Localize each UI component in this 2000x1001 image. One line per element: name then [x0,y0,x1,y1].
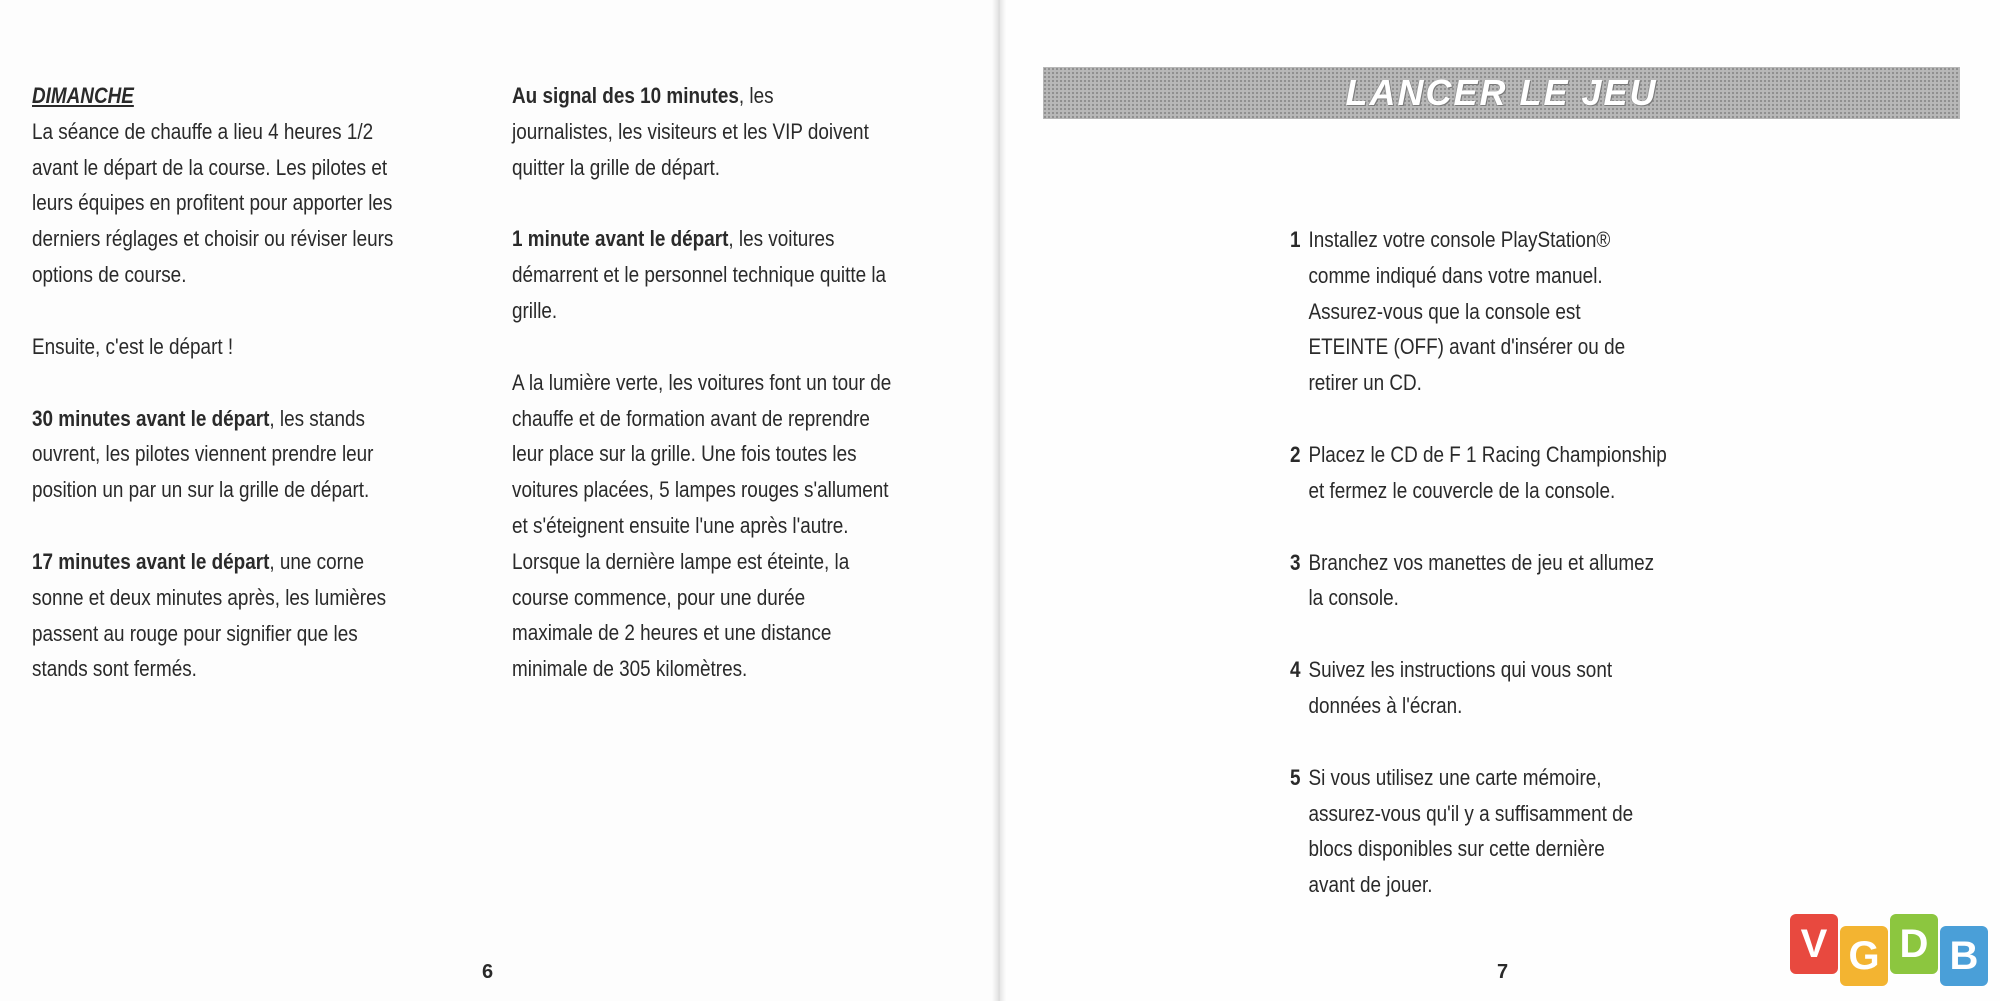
logo-tile-d: D [1890,914,1938,974]
step-number: 1 [1290,227,1301,252]
page-title: LANCER LE JEU [1345,72,1658,113]
paragraph-green-light [512,365,891,687]
step-item [1290,652,1667,724]
text-line: Installez votre console PlayStation® [1308,227,1611,252]
text-line: minimale de 305 kilomètres. [512,656,748,682]
paragraph-1-minute [512,221,891,328]
text-line: position un par un sur la grille de départ. [32,477,370,503]
text-line: Lorsque la dernière lampe est éteinte, la [512,548,850,574]
text-line: ouvrent, les pilotes viennent prendre leur [32,441,374,467]
paragraph-17-minutes [32,544,393,687]
text-line: démarrent et le personnel technique quitte la [512,262,887,288]
text-line: journalistes, les visiteurs et les VIP doivent [512,118,869,144]
text-run: , une corne [269,548,364,574]
title-banner [1043,67,1960,119]
paragraph-10-minutes [512,78,891,185]
text-line: A la lumière verte, les voitures font un tour de [512,369,892,395]
step-item [1290,545,1667,617]
step-number: 3 [1290,549,1301,575]
page-number-left: 6 [482,961,494,983]
text-line: Assurez-vous que la console est [1308,298,1581,324]
text-line: et s'éteignent ensuite l'une après l'autre. [512,512,849,538]
left-column-2 [512,78,982,723]
text-line: retirer un CD. [1308,370,1422,396]
logo-tile-v: V [1790,914,1838,974]
bold-lead: 30 minutes avant le départ [32,405,270,431]
text-line: sonne et deux minutes après, les lumières [32,584,387,610]
section-heading: DIMANCHE [32,83,134,108]
text-line: options de course. [32,261,187,287]
text-line: Suivez les instructions qui vous sont [1308,657,1613,683]
text-run: , les stands [269,405,365,431]
text-line: comme indiqué dans votre manuel. [1308,262,1603,288]
text-line: Si vous utilisez une carte mémoire, [1308,764,1602,790]
text-line: données à l'écran. [1308,692,1463,718]
step-item [1290,437,1667,509]
step-item [1290,222,1667,401]
text-line: La séance de chauffe a lieu 4 heures 1/2 [32,118,374,144]
paragraph-30-minutes [32,401,393,508]
step-number: 5 [1290,764,1301,790]
page-number-right: 7 [1497,961,1509,983]
bold-lead: Au signal des 10 minutes [512,83,739,108]
left-column-1 [32,78,492,723]
paragraph-start [32,329,393,365]
text-line: Branchez vos manettes de jeu et allumez [1308,549,1655,575]
text-line: leur place sur la grille. Une fois toutes les [512,441,857,467]
text-line: assurez-vous qu'il y a suffisamment de [1308,800,1634,826]
text-line [512,221,891,257]
text-line: derniers réglages et choisir ou réviser leurs [32,226,394,252]
text-line: avant le départ de la course. Les pilotes et [32,154,388,180]
text-line: blocs disponibles sur cette dernière [1308,836,1605,862]
step-number: 2 [1290,441,1301,467]
text-line [32,401,393,437]
text-line: et fermez le couvercle de la console. [1308,477,1616,503]
step-number: 4 [1290,657,1301,683]
text-line: ETEINTE (OFF) avant d'insérer ou de [1308,334,1626,360]
text-line: voitures placées, 5 lampes rouges s'allument [512,477,889,503]
text-line: leurs équipes en profitent pour apporter les [32,190,393,216]
text-run: , les [738,83,774,108]
text-line: Placez le CD de F 1 Racing Championship [1308,441,1667,467]
step-item [1290,760,1667,903]
text-line: avant de jouer. [1308,872,1433,898]
text-line: quitter la grille de départ. [512,154,721,180]
text-line [32,544,393,580]
bold-lead: 17 minutes avant le départ [32,548,270,574]
logo-tile-b: B [1940,926,1988,986]
text-line: course commence, pour une durée [512,584,806,610]
text-run: , les voitures [728,226,835,252]
text-line: stands sont fermés. [32,656,197,682]
text-line [512,78,891,114]
page-gutter [992,0,1006,1001]
logo-tile-g: G [1840,926,1888,986]
text-line: maximale de 2 heures et une distance [512,620,832,646]
paragraph-warmup [32,114,393,293]
text-line: chauffe et de formation avant de reprendre [512,405,870,431]
bold-lead: 1 minute avant le départ [512,226,729,252]
text-line: passent au rouge pour signifier que les [32,620,358,646]
text-line: la console. [1308,585,1399,611]
text-line: Ensuite, c'est le départ ! [32,333,234,359]
text-line: grille. [512,297,558,323]
vgdb-logo [1790,914,1992,986]
steps-list [1290,222,1750,939]
